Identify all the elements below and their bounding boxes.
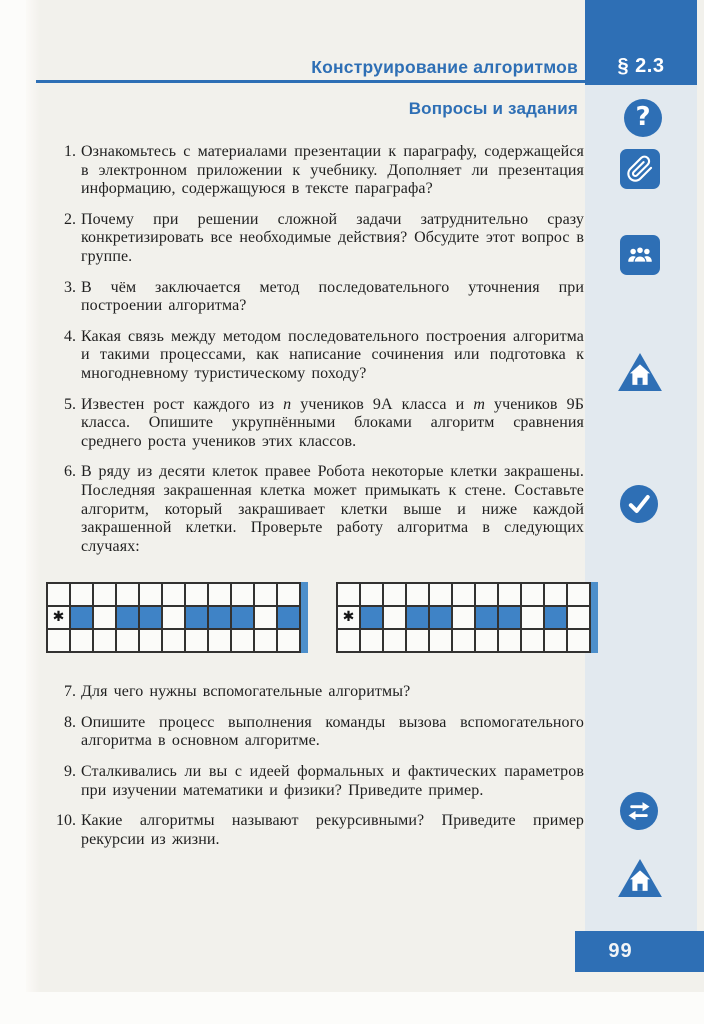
shaded-cell (429, 606, 452, 629)
grid-cell (337, 629, 360, 652)
shaded-cell (70, 606, 93, 629)
grid-cell (93, 583, 116, 606)
robot-grid (46, 582, 308, 653)
grid-cell (185, 583, 208, 606)
robot-grid (336, 582, 598, 653)
question-item (46, 763, 584, 800)
home-task-icon (617, 352, 663, 397)
grid-cell (383, 606, 406, 629)
questions-list (46, 143, 584, 861)
grid-cell (208, 629, 231, 652)
question-text: В ряду из десяти клеток правее Робота некоторые клетки закрашены. Последняя закрашенная клетка может примыкать к стене. Составьте алгоритм, который закрашивает клетки выше и ниже каждой закрашенной клетки. Проверьте работу алгоритма в следующих случаях: (81, 463, 584, 555)
grid-cell (567, 606, 590, 629)
grid-cell (360, 583, 383, 606)
home-triangle-glyph (617, 352, 663, 392)
grid-cell (116, 583, 139, 606)
section-badge (585, 0, 697, 85)
shaded-cell (544, 606, 567, 629)
grid-cell (567, 629, 590, 652)
grid-cell (162, 606, 185, 629)
question-text: Сталкивались ли вы с идеей формальных и фактических параметров при изучении математики и физики? Приведите пример. (81, 763, 584, 799)
grid-cell (475, 629, 498, 652)
questions-heading: Вопросы и задания (408, 99, 578, 118)
question-item (46, 396, 584, 452)
question-number: 9. (64, 763, 76, 781)
grid-cell (498, 629, 521, 652)
grid-cell (185, 629, 208, 652)
grid-cell (429, 583, 452, 606)
grid-cell (429, 629, 452, 652)
question-number: 4. (64, 327, 76, 345)
grid-cell (70, 629, 93, 652)
question-text: Опишите процесс выполнения команды вызова вспомогательного алгоритма в основном алгоритме. (81, 713, 584, 750)
grid-cell (498, 583, 521, 606)
grid-cell (47, 583, 70, 606)
robot-grid-table (336, 582, 591, 653)
shaded-cell (139, 606, 162, 629)
grid-cell (337, 583, 360, 606)
grid-cell (452, 606, 475, 629)
question-number: 6. (64, 463, 76, 481)
shaded-cell (475, 606, 498, 629)
question-number: 10. (56, 812, 76, 830)
swap-arrows-glyph (625, 797, 653, 825)
grid-cell (360, 629, 383, 652)
question-text: В чём заключается метод последовательного уточнения при построении алгоритма? (81, 278, 584, 315)
robot-cell: ✱ (337, 606, 360, 629)
group-glyph (625, 240, 655, 270)
home-triangle-glyph (617, 858, 663, 898)
grid-cell (277, 629, 300, 652)
question-number: 5. (64, 395, 76, 413)
question-item (46, 279, 584, 316)
shaded-cell (208, 606, 231, 629)
grid-cell (521, 629, 544, 652)
question-item (46, 683, 584, 702)
question-item (46, 714, 584, 751)
shaded-cell (406, 606, 429, 629)
question-number: 1. (64, 143, 76, 160)
question-item (46, 463, 584, 556)
grid-cell (277, 583, 300, 606)
shaded-cell (231, 606, 254, 629)
grid-cell (139, 583, 162, 606)
group-discussion-icon (620, 235, 660, 275)
grid-cell (93, 629, 116, 652)
shaded-cell (277, 606, 300, 629)
robot-grids-row (46, 582, 598, 653)
grid-cell (254, 583, 277, 606)
grid-cell (231, 583, 254, 606)
grid-cell (544, 583, 567, 606)
grid-cell (254, 629, 277, 652)
grid-cell (93, 606, 116, 629)
grid-cell (162, 629, 185, 652)
grid-cell (567, 583, 590, 606)
grid-cell (162, 583, 185, 606)
page-number-value: 99 (608, 940, 633, 962)
robot-cell: ✱ (47, 606, 70, 629)
grid-cell (452, 583, 475, 606)
grid-cell (521, 583, 544, 606)
section-number: § 2.3 (617, 55, 665, 77)
question-text: Почему при решении сложной задачи затруднительно сразу конкретизировать все необходимые действия? Обсудите этот вопрос в группе. (81, 210, 584, 265)
question-item (46, 812, 584, 849)
grid-cell (452, 629, 475, 652)
grid-cell (544, 629, 567, 652)
grid-cell (116, 629, 139, 652)
grid-cell (521, 606, 544, 629)
question-number: 7. (64, 683, 76, 701)
grid-cell (383, 583, 406, 606)
grid-cell (139, 629, 162, 652)
grid-cell (406, 583, 429, 606)
question-icon-glyph: ? (635, 102, 651, 132)
header-divider (36, 80, 585, 83)
question-text: Известен рост каждого из n учеников 9А класса и m учеников 9Б класса. Опишите укрупнёнными блоками алгоритм сравнения среднего роста учеников этих классов. (81, 395, 584, 450)
grid-cell (70, 583, 93, 606)
swap-arrows-icon (620, 792, 658, 830)
question-item (46, 328, 584, 384)
question-text: Какие алгоритмы называют рекурсивными? Приведите пример рекурсии из жизни. (81, 812, 584, 848)
question-text: Какая связь между методом последовательного построения алгоритма и такими процессами, как написание сочинения или подготовка к многодневному туристическому походу? (81, 327, 584, 382)
robot-grid-table (46, 582, 301, 653)
grid-cell (231, 629, 254, 652)
check-glyph (625, 490, 653, 518)
question-text: Для чего нужны вспомогательные алгоритмы? (81, 683, 411, 701)
question-number: 3. (64, 278, 76, 296)
grid-cell (475, 583, 498, 606)
question-icon (624, 99, 662, 137)
grid-cell (47, 629, 70, 652)
shaded-cell (116, 606, 139, 629)
question-item (46, 211, 584, 267)
shaded-cell (498, 606, 521, 629)
chapter-title: Конструирование алгоритмов (311, 57, 578, 77)
grid-cell (254, 606, 277, 629)
question-number: 2. (64, 210, 76, 228)
paperclip-icon (620, 149, 660, 189)
paperclip-glyph (626, 155, 654, 183)
shaded-cell (185, 606, 208, 629)
home-task-icon (617, 858, 663, 903)
question-item (46, 143, 584, 199)
page-number (575, 931, 704, 972)
shaded-cell (360, 606, 383, 629)
check-icon (620, 485, 658, 523)
question-number: 8. (64, 713, 76, 731)
grid-cell (406, 629, 429, 652)
grid-cell (208, 583, 231, 606)
grid-cell (383, 629, 406, 652)
question-text: Ознакомьтесь с материалами презентации к параграфу, содержащейся в электронном приложении к учебнику. Дополняет ли презентация информацию, содержащуюся в тексте параграфа? (81, 143, 584, 198)
